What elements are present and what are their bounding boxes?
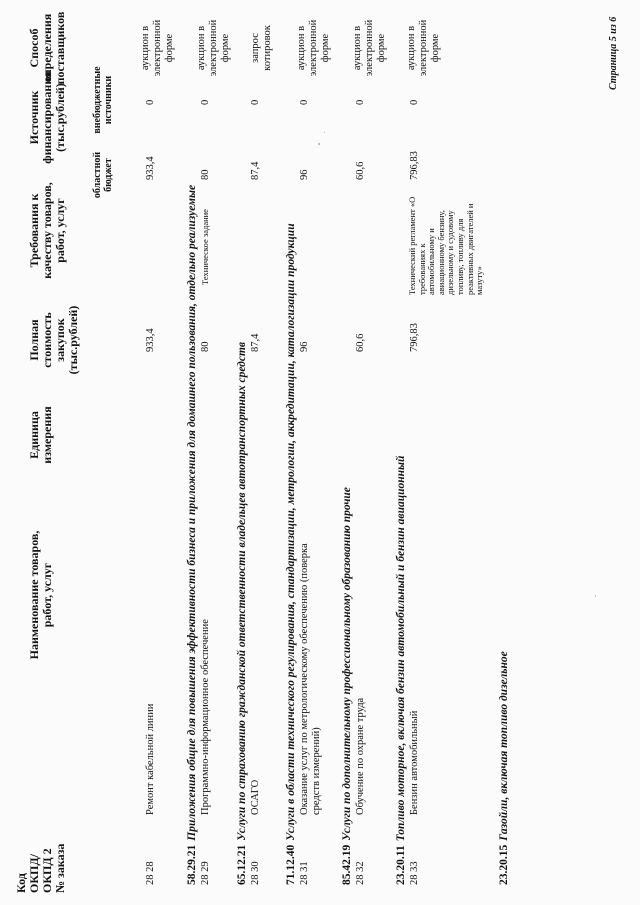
header-method-line: поставщиков (53, 11, 67, 85)
header-req-line: Требования к (27, 193, 41, 268)
section-code: 71.12.40 (285, 844, 297, 885)
header-unit-line: Единица (27, 411, 41, 459)
section-code: 58.29.21 (186, 844, 198, 885)
method-line: котировок (262, 25, 273, 71)
method-line: форме (320, 33, 331, 63)
section-heading (285, 223, 297, 885)
section-code: 23.20.15 (498, 844, 510, 885)
header-unit-line: измерения (40, 406, 54, 464)
row-number: 28 28 (145, 861, 156, 885)
section-heading (236, 342, 248, 885)
row-method (296, 9, 332, 87)
row-extra: 0 (299, 99, 310, 105)
section-title: Газойли, включая топливо дизельное (498, 651, 510, 841)
section-title: Приложения общие для повышения эффективности бизнеса и приложения для домашнего пользования, отдельно реализуемые (186, 184, 198, 841)
header-funding-line: Источник (27, 90, 41, 145)
row-method (196, 9, 232, 87)
section-heading (498, 651, 510, 885)
header-name-line: работ, услуг (40, 562, 54, 628)
header-regional-line: областной (92, 151, 103, 199)
row-total: 796,83 (409, 323, 420, 352)
row-number: 28 31 (299, 861, 310, 885)
section-code: 65.12.21 (236, 844, 248, 885)
row-name: Ремонт кабельной линии (145, 703, 156, 815)
section-title: Услуги по страхованию гражданской ответственности владельцев автотранспортных средств (236, 341, 248, 841)
method-line: электронной (208, 19, 219, 77)
header-method-line: Способ (27, 28, 41, 68)
header-name-line: Наименование товаров, (27, 530, 41, 660)
method-line: электронной (308, 19, 319, 77)
row-total: 87,4 (250, 333, 261, 352)
header-total-line: Полная (27, 319, 41, 361)
row-extra: 0 (355, 99, 366, 105)
method-line: электронной (364, 19, 375, 77)
header-funding-regional (92, 145, 114, 205)
header-method (28, 3, 67, 93)
section-code: 85.42.19 (341, 844, 353, 885)
row-method (140, 9, 176, 87)
row-extra: 0 (200, 99, 211, 105)
method-line: аукцион в (406, 25, 417, 71)
method-line: форме (220, 33, 231, 63)
header-unit (28, 395, 54, 475)
method-line: аукцион в (140, 25, 151, 71)
header-req-line: работ, услуг (53, 198, 67, 263)
row-requirements: Технический регламент «О требованиях к автомобильному и авиационному бензину, дизельному и судовому топливу, топливу для реактивных двигателей и мазуту» (407, 196, 485, 295)
section-code: 23.20.11 (395, 845, 407, 885)
method-line: форме (376, 33, 387, 63)
header-total-line: стоимость (40, 312, 54, 368)
row-number: 28 30 (250, 861, 261, 885)
method-line: форме (164, 33, 175, 63)
method-line: электронной (152, 19, 163, 77)
row-requirements: Техническое задание (200, 209, 210, 285)
row-total: 80 (200, 341, 211, 352)
scan-speck (318, 143, 320, 145)
row-regional: 87,4 (250, 161, 261, 180)
header-total-line: (тыс.рублей) (66, 305, 80, 375)
row-number: 28 32 (355, 861, 366, 885)
header-requirements (28, 168, 67, 293)
page-number: Страница 5 из 6 (608, 16, 619, 90)
row-method (406, 9, 442, 87)
row-extra: 0 (409, 99, 420, 105)
row-method (250, 9, 274, 87)
section-heading (186, 185, 198, 885)
method-line: аукцион в (196, 25, 207, 71)
section-heading (395, 456, 407, 885)
row-regional: 796,83 (409, 151, 420, 180)
header-funding-extra (92, 60, 114, 140)
header-code-line: ОКПД/ (27, 854, 41, 893)
header-regional-line: бюджет (103, 158, 114, 192)
row-name: Бензин автомобильный (409, 710, 420, 815)
section-title: Услуги в области технического регулирования, стандартизации, метрологии, аккредитации, каталогизации продукции (285, 223, 297, 841)
scan-speck (324, 132, 325, 133)
row-number: 28 33 (409, 861, 420, 885)
row-regional: 60,6 (355, 161, 366, 180)
header-code-line: Код (14, 873, 28, 893)
header-extra-line: источники (103, 75, 114, 125)
row-name: Обучение по охране труда (355, 697, 366, 815)
method-line: электронной (418, 19, 429, 77)
row-regional: 80 (200, 169, 211, 180)
method-line: аукцион в (352, 25, 363, 71)
header-total-line: закупок (53, 318, 67, 362)
section-title: Топливо моторное, включая бензин автомобильный и бензин авиационный (395, 455, 407, 842)
header-extra-line: внебюджетные (92, 66, 103, 134)
row-extra: 0 (250, 99, 261, 105)
row-total: 933,4 (145, 328, 156, 352)
method-line: запрос (250, 33, 261, 63)
row-regional: 933,4 (145, 156, 156, 180)
method-line: форме (430, 33, 441, 63)
section-heading (341, 487, 353, 885)
method-line: аукцион в (296, 25, 307, 71)
header-method-line: определения (40, 13, 54, 83)
scan-speck (595, 595, 596, 597)
row-total: 60,6 (355, 333, 366, 352)
row-regional: 96 (299, 169, 310, 180)
row-name: Оказание услуг по метрологическому обеспечению (поверка средств измерений) (299, 543, 322, 815)
header-total-cost (28, 295, 80, 385)
header-code (15, 823, 67, 893)
row-total: 96 (299, 341, 310, 352)
row-number: 28 29 (200, 861, 211, 885)
header-funding-line: (тыс.рублей) (53, 83, 67, 152)
section-title: Услуги по дополнительному профессиональному образованию прочие (341, 487, 353, 841)
row-name: Программно-информационное обеспечение (200, 619, 211, 815)
row-name: ОСАГО (250, 779, 261, 815)
header-code-line: ОКПД 2 (40, 848, 54, 893)
row-method (352, 9, 388, 87)
header-name (28, 495, 54, 695)
header-funding-line: финансирования (40, 71, 54, 164)
header-code-line: № заказа (53, 843, 67, 893)
row-extra: 0 (145, 99, 156, 105)
header-req-line: качеству товаров, (40, 182, 54, 279)
